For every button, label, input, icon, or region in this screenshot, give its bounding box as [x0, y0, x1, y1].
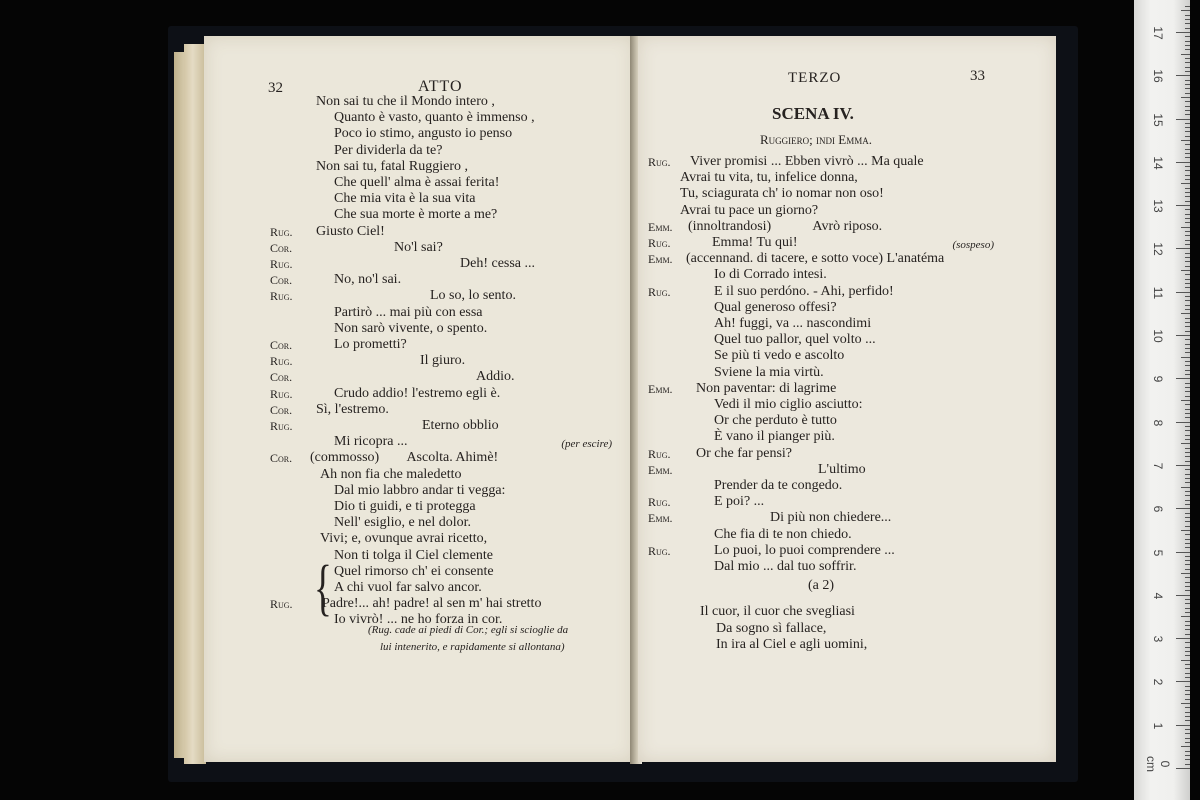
ruler-tick — [1185, 170, 1190, 171]
ruler-tick — [1185, 733, 1190, 734]
ruler-tick — [1185, 101, 1190, 102]
right-verse-line: Or che perduto è tutto — [714, 413, 837, 429]
ruler-tick — [1185, 642, 1190, 643]
ruler-tick — [1176, 638, 1190, 639]
ruler-tick — [1185, 175, 1190, 176]
ruler-tick — [1185, 383, 1190, 384]
final-verse-line: In ira al Ciel e agli uomini, — [716, 637, 868, 652]
left-speaker-label: Rug. — [270, 289, 293, 304]
left-verse-line: Partirò ... mai più con essa — [334, 304, 483, 320]
ruler-tick — [1185, 222, 1190, 223]
ruler-tick — [1185, 742, 1190, 743]
ruler-tick — [1185, 409, 1190, 410]
left-speaker-label: Cor. — [270, 240, 293, 255]
left-verse-line: Padre!... ah! padre! al sen m' hai stretto — [322, 596, 542, 612]
ruler-tick — [1185, 759, 1190, 760]
right-speaker-label: Emm. — [648, 511, 673, 526]
ruler-tick — [1185, 651, 1190, 652]
ruler-tick — [1185, 668, 1190, 669]
left-verse-line: Quanto è vasto, quanto è immenso , — [334, 110, 535, 126]
ruler-tick — [1181, 227, 1190, 228]
right-verse-line: Dal mio ... dal tuo soffrir. — [714, 559, 857, 574]
ruler-label: 16 — [1151, 69, 1165, 83]
ruler-tick — [1185, 93, 1190, 94]
ruler-tick — [1185, 352, 1190, 353]
right-speaker-label: Rug. — [648, 284, 671, 299]
ruler-tick — [1176, 205, 1190, 206]
ruler-tick — [1185, 58, 1190, 59]
ruler-tick — [1185, 253, 1190, 254]
ruler-tick — [1176, 768, 1190, 769]
ruler-tick — [1185, 279, 1190, 280]
ruler-tick — [1185, 361, 1190, 362]
ruler-tick — [1185, 374, 1190, 375]
ruler-tick — [1185, 513, 1190, 514]
ruler-tick — [1176, 595, 1190, 596]
ruler-tick — [1181, 616, 1190, 617]
ruler-tick — [1185, 560, 1190, 561]
right-speaker-label: Emm. — [648, 219, 673, 234]
right-verse-line: Io di Corrado intesi. — [714, 267, 827, 283]
ruler-tick — [1176, 248, 1190, 249]
left-speaker-label: Rug. — [270, 597, 293, 612]
right-speaker-label: Rug. — [648, 543, 671, 558]
ruler-tick — [1185, 699, 1190, 700]
ruler-label: 6 — [1151, 505, 1165, 513]
ruler-tick — [1185, 491, 1190, 492]
ruler-tick — [1185, 478, 1190, 479]
ruler-tick — [1185, 694, 1190, 695]
ruler-tick — [1185, 131, 1190, 132]
left-verse-line: Dal mio labbro andar ti vegga: — [334, 482, 506, 498]
ruler-tick — [1176, 119, 1190, 120]
ruler-tick — [1185, 71, 1190, 72]
ruler-tick — [1185, 309, 1190, 310]
running-header-left: ATTO — [418, 78, 463, 95]
left-speaker-label: Rug. — [270, 386, 293, 401]
ruler-tick — [1185, 647, 1190, 648]
ruler-tick — [1185, 296, 1190, 297]
right-verse-line: Avrai tu vita, tu, infelice donna, — [680, 170, 858, 186]
ruler-tick — [1181, 10, 1190, 11]
ruler-tick — [1185, 15, 1190, 16]
right-speaker-label: Emm. — [648, 462, 673, 477]
brace: { — [313, 554, 332, 622]
ruler-tick — [1176, 465, 1190, 466]
ruler-tick — [1185, 690, 1190, 691]
ruler-tick — [1185, 625, 1190, 626]
ruler-tick — [1185, 556, 1190, 557]
right-stage-direction: (sospeso) — [952, 239, 994, 251]
ruler-tick — [1185, 149, 1190, 150]
scene-title: SCENA IV. — [772, 104, 854, 123]
left-verse-line: Sì, l'estremo. — [316, 401, 389, 417]
ruler-tick — [1185, 738, 1190, 739]
ruler-tick — [1185, 413, 1190, 414]
ruler-tick — [1185, 339, 1190, 340]
ruler-label: 7 — [1151, 462, 1165, 470]
ruler-label: 15 — [1151, 112, 1165, 127]
right-speaker-label: Rug. — [648, 155, 671, 169]
ruler-tick — [1185, 564, 1190, 565]
ruler-tick — [1185, 106, 1190, 107]
ruler-tick — [1185, 417, 1190, 418]
ruler-tick — [1185, 729, 1190, 730]
ruler-tick — [1185, 755, 1190, 756]
ruler-tick — [1185, 521, 1190, 522]
left-verse-line: Deh! cessa ... — [460, 256, 536, 271]
scene-characters: Ruggiero; indi Emma. — [760, 132, 872, 147]
ruler-tick — [1185, 686, 1190, 687]
ruler-tick — [1185, 534, 1190, 535]
right-verse-line: (innoltrandosi) Avrò riposo. — [688, 218, 883, 234]
ruler-tick — [1185, 370, 1190, 371]
right-verse-line: E poi? ... — [714, 494, 765, 510]
ruler-tick — [1185, 218, 1190, 219]
ruler-tick — [1185, 482, 1190, 483]
ruler-tick — [1185, 495, 1190, 496]
ruler-tick — [1185, 599, 1190, 600]
page-edges — [184, 44, 206, 764]
ruler-label: 14 — [1151, 156, 1165, 170]
ruler-tick — [1185, 179, 1190, 180]
ruler-tick — [1176, 508, 1190, 509]
ruler-tick — [1185, 764, 1190, 765]
ruler-tick — [1185, 655, 1190, 656]
ruler-label: 12 — [1151, 242, 1165, 257]
right-verse-line: Tu, sciagurata ch' io nomar non oso! — [680, 186, 884, 202]
left-verse-line: Quel rimorso ch' ei consente — [334, 563, 494, 579]
ruler-tick — [1185, 188, 1190, 189]
running-header-right: TERZO — [788, 70, 842, 86]
left-verse-line: (commosso) Ascolta. Ahimè! — [310, 450, 499, 466]
ruler-tick — [1185, 673, 1190, 674]
ruler-tick — [1185, 577, 1190, 578]
ruler-tick — [1185, 196, 1190, 197]
left-stage-direction: (per escire) — [561, 438, 612, 451]
ruler-tick — [1185, 634, 1190, 635]
ruler-label: 13 — [1151, 199, 1165, 213]
right-speaker-label: Rug. — [648, 446, 671, 461]
ruler-tick — [1185, 326, 1190, 327]
right-verse-line: Vedi il mio ciglio asciutto: — [714, 397, 863, 412]
ruler-tick — [1185, 469, 1190, 470]
ruler-tick — [1185, 677, 1190, 678]
final-verse-line: Da sogno sì fallace, — [716, 620, 827, 636]
right-verse-line: (accennand. di tacere, e sotto voce) L'anatéma — [686, 251, 945, 267]
ruler-label: 5 — [1151, 549, 1165, 556]
page-number-left: 32 — [268, 80, 283, 96]
ruler-tick — [1185, 500, 1190, 501]
ruler-tick — [1185, 80, 1190, 81]
left-verse-line: Addio. — [476, 369, 515, 385]
ruler-tick — [1185, 707, 1190, 708]
ruler-tick — [1185, 114, 1190, 115]
ruler-tick — [1185, 67, 1190, 68]
ruler-tick — [1181, 746, 1190, 747]
ruler-tick — [1176, 335, 1190, 336]
left-verse-line: A chi vuol far salvo ancor. — [334, 580, 482, 595]
right-verse-line: Prender da te congedo. — [714, 478, 843, 493]
ruler-tick — [1185, 28, 1190, 29]
ruler-tick — [1185, 365, 1190, 366]
ruler-tick — [1185, 209, 1190, 210]
ruler-tick — [1185, 201, 1190, 202]
ruler-tick — [1181, 313, 1190, 314]
ruler-tick — [1185, 603, 1190, 604]
ruler-tick — [1185, 41, 1190, 42]
ruler-tick — [1185, 136, 1190, 137]
left-speaker-label: Cor. — [270, 370, 293, 385]
ruler-tick — [1185, 404, 1190, 405]
left-speaker-label: Cor. — [270, 273, 293, 288]
page-number-right: 33 — [970, 68, 985, 84]
ruler-tick — [1185, 526, 1190, 527]
ruler-tick — [1181, 183, 1190, 184]
ruler-tick — [1185, 712, 1190, 713]
ruler-tick — [1185, 274, 1190, 275]
ruler-tick — [1176, 75, 1190, 76]
right-speaker-label: Emm. — [648, 381, 673, 396]
ruler-tick — [1181, 573, 1190, 574]
measuring-ruler — [1134, 0, 1190, 800]
ruler-tick — [1185, 474, 1190, 475]
ruler-tick — [1185, 720, 1190, 721]
ruler-tick — [1185, 261, 1190, 262]
ruler-label: 3 — [1151, 635, 1165, 643]
ruler-tick — [1185, 305, 1190, 306]
left-verse-line: Che quell' alma è assai ferita! — [334, 175, 500, 190]
left-verse-line: No'l sai? — [394, 239, 443, 255]
right-verse-line: Ah! fuggi, va ... nascondimi — [714, 316, 872, 331]
ruler-tick — [1185, 192, 1190, 193]
left-verse-line: Giusto Ciel! — [316, 223, 385, 239]
right-page — [638, 36, 1056, 762]
ruler-label: 9 — [1151, 375, 1165, 383]
ruler-tick — [1181, 270, 1190, 271]
left-speaker-label: Cor. — [270, 338, 293, 352]
ruler-tick — [1185, 344, 1190, 345]
right-verse-line: Lo puoi, lo puoi comprendere ... — [714, 542, 895, 558]
ruler-tick — [1185, 539, 1190, 540]
left-verse-line: Lo so, lo sento. — [430, 288, 516, 304]
ruler-tick — [1185, 435, 1190, 436]
left-speaker-label: Cor. — [270, 451, 293, 466]
left-verse-line: Il giuro. — [420, 353, 466, 369]
right-speaker-label: Rug. — [648, 236, 671, 250]
right-verse-line: Non paventar: di lagrime — [696, 380, 837, 396]
ruler-tick — [1185, 266, 1190, 267]
ruler-tick — [1185, 283, 1190, 284]
left-verse-line: Mi ricopra ... — [334, 434, 408, 450]
left-verse-line: Non sai tu, fatal Ruggiero , — [316, 158, 469, 174]
ruler-tick — [1185, 452, 1190, 453]
ruler-tick — [1185, 517, 1190, 518]
ruler-tick — [1185, 461, 1190, 462]
ruler-tick — [1185, 287, 1190, 288]
ruler-tick — [1185, 153, 1190, 154]
right-verse-line: Che fia di te non chiedo. — [714, 526, 852, 542]
ruler-tick — [1181, 97, 1190, 98]
ruler-tick — [1181, 660, 1190, 661]
ruler-tick — [1185, 244, 1190, 245]
ruler-tick — [1181, 530, 1190, 531]
right-verse-line: L'ultimo — [818, 461, 866, 477]
ruler-tick — [1185, 612, 1190, 613]
ruler-tick — [1185, 19, 1190, 20]
ruler-tick — [1185, 426, 1190, 427]
right-verse-line: Quel tuo pallor, quel volto ... — [714, 332, 876, 348]
left-verse-line: Ah non fia che maledetto — [320, 466, 462, 482]
left-verse-line: Che sua morte è morte a me? — [334, 207, 498, 223]
ruler-tick — [1176, 422, 1190, 423]
ruler-label: 17 — [1151, 26, 1165, 40]
ruler-tick — [1185, 586, 1190, 587]
left-verse-line: Eterno obblio — [422, 418, 499, 433]
left-verse-line: Nell' esiglio, e nel dolor. — [334, 515, 472, 531]
ruler-tick — [1185, 629, 1190, 630]
ruler-tick — [1185, 396, 1190, 397]
ruler-label: 10 — [1151, 329, 1165, 343]
left-verse-line: Vivi; e, ovunque avrai ricetto, — [320, 531, 488, 547]
ruler-tick — [1185, 36, 1190, 37]
ruler-tick — [1185, 569, 1190, 570]
ruler-tick — [1185, 547, 1190, 548]
ruler-tick — [1185, 88, 1190, 89]
right-verse-line: È vano il pianger più. — [714, 429, 835, 445]
left-speaker-label: Rug. — [270, 224, 293, 239]
ruler-tick — [1181, 54, 1190, 55]
ruler-tick — [1185, 439, 1190, 440]
ruler-tick — [1185, 331, 1190, 332]
ruler-tick — [1185, 608, 1190, 609]
right-verse-line: Qual generoso offesi? — [714, 299, 837, 315]
ruler-tick — [1181, 703, 1190, 704]
left-speaker-label: Rug. — [270, 419, 293, 433]
ruler-tick — [1181, 357, 1190, 358]
right-verse-line: Viver promisi ... Ebben vivrò ... Ma quale — [690, 154, 924, 169]
ruler-label: 0 cm — [1144, 756, 1172, 772]
ruler-tick — [1185, 240, 1190, 241]
ruler-label: 2 — [1151, 679, 1165, 686]
ruler-tick — [1185, 300, 1190, 301]
right-verse-line: Se più ti vedo e ascolto — [714, 348, 845, 364]
ruler-tick — [1185, 621, 1190, 622]
final-verse-line: Il cuor, il cuor che svegliasi — [700, 604, 855, 619]
ruler-tick — [1185, 716, 1190, 717]
left-speaker-label: Rug. — [270, 354, 293, 369]
ruler-label: 11 — [1151, 286, 1165, 299]
ruler-tick — [1185, 45, 1190, 46]
left-verse-line: Per dividerla da te? — [334, 142, 443, 158]
left-verse-line: Non ti tolga il Ciel clemente — [334, 547, 494, 563]
ruler-tick — [1185, 348, 1190, 349]
right-verse-line: Di più non chiedere... — [770, 510, 892, 526]
ruler-tick — [1185, 214, 1190, 215]
ruler-tick — [1176, 378, 1190, 379]
ruler-tick — [1176, 32, 1190, 33]
ruler-tick — [1185, 123, 1190, 124]
ruler-tick — [1181, 443, 1190, 444]
ruler-tick — [1185, 23, 1190, 24]
ruler-tick — [1185, 751, 1190, 752]
ruler-tick — [1185, 84, 1190, 85]
left-verse-line: Io vivrò! ... ne ho forza in cor. — [334, 612, 503, 628]
ruler-tick — [1185, 166, 1190, 167]
a-due-marker: (a 2) — [808, 578, 835, 593]
ruler-tick — [1176, 681, 1190, 682]
left-verse-line: Non sai tu che il Mondo intero , — [316, 94, 495, 109]
ruler-tick — [1185, 590, 1190, 591]
ruler-tick — [1185, 127, 1190, 128]
ruler-tick — [1185, 157, 1190, 158]
ruler-tick — [1181, 400, 1190, 401]
ruler-label: 8 — [1151, 419, 1165, 426]
ruler-tick — [1185, 430, 1190, 431]
ruler-tick — [1185, 387, 1190, 388]
left-verse-line: Non sarò vivente, o spento. — [334, 320, 488, 336]
left-verse-line: No, no'l sai. — [334, 272, 402, 288]
ruler-label: 4 — [1151, 592, 1165, 600]
right-verse-line: Sviene la mia virtù. — [714, 364, 824, 380]
left-verse-line: Che mia vita è la sua vita — [334, 191, 476, 207]
right-speaker-label: Emm. — [648, 252, 673, 267]
ruler-tick — [1185, 391, 1190, 392]
left-verse-line: Dio ti guidi, e ti protegga — [334, 499, 476, 514]
ruler-tick — [1185, 110, 1190, 111]
ruler-tick — [1181, 140, 1190, 141]
right-speaker-label: Rug. — [648, 495, 671, 510]
ruler-tick — [1176, 162, 1190, 163]
ruler-tick — [1185, 62, 1190, 63]
ruler-tick — [1185, 322, 1190, 323]
ruler-tick — [1185, 504, 1190, 505]
stage-direction-2: lui intenerito, e rapidamente si allontana) — [380, 641, 565, 653]
left-verse-line: Lo prometti? — [334, 337, 407, 352]
ruler-tick — [1176, 552, 1190, 553]
ruler-tick — [1185, 49, 1190, 50]
stage-direction-1: (Rug. cade ai piedi di Cor.; egli si scioglie da — [368, 624, 569, 636]
ruler-tick — [1185, 543, 1190, 544]
right-verse-line: Emma! Tu qui! — [712, 235, 798, 250]
ruler-tick — [1185, 257, 1190, 258]
right-verse-line: Avrai tu pace un giorno? — [680, 202, 819, 218]
ruler-tick — [1185, 456, 1190, 457]
ruler-tick — [1185, 144, 1190, 145]
ruler-tick — [1185, 231, 1190, 232]
ruler-tick — [1185, 235, 1190, 236]
ruler-label: 1 — [1151, 722, 1165, 730]
left-speaker-label: Cor. — [270, 402, 293, 417]
ruler-tick — [1185, 448, 1190, 449]
ruler-tick — [1176, 292, 1190, 293]
ruler-tick — [1185, 6, 1190, 7]
ruler-tick — [1181, 487, 1190, 488]
left-page — [204, 36, 636, 762]
ruler-tick — [1185, 664, 1190, 665]
right-verse-line: Or che far pensi? — [696, 445, 793, 461]
ruler-tick — [1176, 725, 1190, 726]
left-verse-line: Crudo addio! l'estremo egli è. — [334, 385, 501, 401]
left-verse-line: Poco io stimo, angusto io penso — [334, 126, 513, 142]
ruler-tick — [1185, 582, 1190, 583]
ruler-tick — [1185, 318, 1190, 319]
left-speaker-label: Rug. — [270, 257, 293, 271]
right-verse-line: E il suo perdóno. - Ahi, perfido! — [714, 283, 894, 299]
